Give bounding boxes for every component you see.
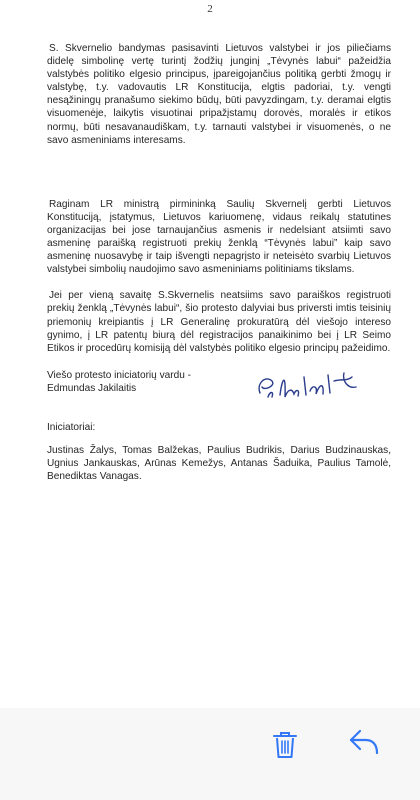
paragraph-3: Jei per vieną savaitę S.Skvernelis neatsiims savo paraiškos registruoti prekių ženklą „Tėvynės labui“, šio protesto dalyviai bus priversti imtis teisinių priemonių kreipiantis į LR Generalinę prokuratūrą dėl viešojo intereso gynimo, į LR patentų biurą dėl registracijos panaikinimo bei į LR Seimo Etikos ir procedūrų komisiją dėl valstybės politiko elgesio principų pažeidimo.: [47, 290, 391, 354]
initiators-list: Justinas Žalys, Tomas Balžekas, Paulius Budrikis, Darius Budzinauskas, Ugnius Jankauskas, Arūnas Kemežys, Antanas Šaduika, Paulius Tamolė, Benediktas Vanagas.: [47, 444, 391, 483]
initiators-title: Iniciatoriai:: [47, 421, 96, 433]
trash-icon[interactable]: [272, 730, 298, 760]
paragraph-2: Raginam LR ministrą pirmininką Saulių Skvernelį gerbti Lietuvos Konstituciją, įstatymus, Lietuvos kariuomenę, vidaus reikalų statutines organizacijas bei jose tarnaujančius asmenis ir nedelsiant atsiimti savo asmeninę paraišką registruoti prekių ženklą “Tėvynės labui” kaip savo asmeninę nuosavybę ir taip išvengti nepagrįsto ir neteisėto svarbių Lietuvos valstybei simbolių naudojimo savo asmeniniams politiniams tikslams.: [47, 198, 391, 276]
document-body: [47, 42, 391, 483]
signature-name: Edmundas Jakilaitis: [47, 382, 137, 394]
paragraph-1: S. Skvernelio bandymas pasisavinti Lietuvos valstybei ir jos piliečiams didelę simbolinę vertę turintį žodžių junginį „Tėvynės labui“ pažeidžia valstybės politiko elgesio principus, įpareigojančius politiką gerbti žmogų ir valstybę, t.y. vadovautis LR Konstitucija, elgtis padoriai, t.y. vengti nesąžiningų pranašumo siekimo būdų, būti pavyzdingam, t.y. deramai elgtis visuomenėje, laikytis visuotinai pripažįstamų dorovės, moralės ir etikos normų, būti nesavanaudiškam, t.y. tarnauti valstybei ir visuomenės, o ne savo asmeniniams interesams.: [47, 43, 391, 146]
signature-block: [47, 369, 391, 409]
reply-icon[interactable]: [348, 728, 380, 756]
signature-label: Viešo protesto iniciatorių vardu -: [47, 369, 192, 381]
page-number: 2: [207, 3, 213, 15]
handwritten-signature: [252, 361, 372, 407]
